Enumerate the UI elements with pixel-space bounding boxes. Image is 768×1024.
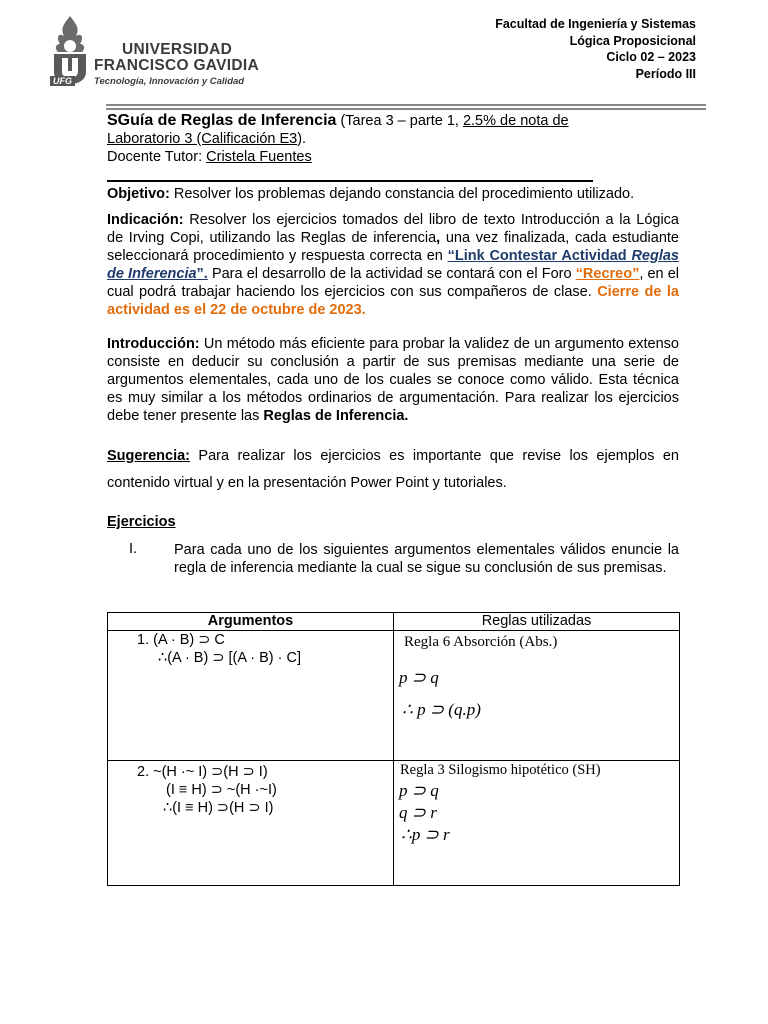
argument-cell: 1. (A · B) ⊃ C ∴(A · B) ⊃ [(A · B) · C] bbox=[108, 631, 394, 761]
cycle: Ciclo 02 – 2023 bbox=[606, 50, 696, 64]
introduccion-paragraph: Introducción: Un método más eficiente para probar la validez de un argumento extenso consiste en deducir su conclusión a partir de sus premisas mediante una serie de argumentos elementales, cada uno de los cuales se conoce como válido. Esta técnica es muy similar a los métodos ordinarios de argumentación. Para realizar los ejercicios debe tener presente las Reglas de Inferencia. bbox=[107, 336, 679, 424]
logo-text: UFG bbox=[50, 76, 75, 86]
tutor-label: Docente Tutor: bbox=[107, 149, 207, 165]
period: Período III bbox=[635, 66, 696, 81]
header-rule-2 bbox=[106, 108, 706, 110]
rule-name: Regla 3 Silogismo hipotético (SH) bbox=[400, 762, 601, 778]
university-tagline: Tecnología, Innovación y Calidad bbox=[94, 76, 245, 87]
objetivo-paragraph: Objetivo: Resolver los problemas dejando constancia del procedimiento utilizado. bbox=[107, 186, 635, 202]
course-name: Lógica Proposicional bbox=[569, 33, 696, 48]
item-number: I. bbox=[129, 541, 138, 557]
title-main: SGuía de Reglas de Inferencia bbox=[107, 112, 337, 129]
col-header-argumentos: Argumentos bbox=[108, 613, 394, 631]
document-title: SGuía de Reglas de Inferencia (Tarea 3 – parte 1, 2.5% de nota de Laboratorio 3 (Calificación E3). Docente Tutor: Cristela Fuentes bbox=[107, 112, 569, 165]
col-header-reglas: Reglas utilizadas bbox=[394, 613, 680, 631]
course-info bbox=[495, 16, 696, 82]
header-rule bbox=[106, 104, 706, 106]
arguments-table bbox=[107, 612, 680, 886]
rule-cell: Regla 6 Absorción (Abs.) p ⊃ q ∴ p ⊃ (q.p) bbox=[394, 631, 680, 761]
indicacion-paragraph: Indicación: Resolver los ejercicios tomados del libro de texto Introducción a la Lógica de Irving Copi, utilizando las Reglas de inferencia, una vez finalizada, cada estudiante seleccionará procedimiento y respuesta correcta en “Link Contestar Actividad Reglas de Inferencia”. Para el desarrollo de la actividad se contará con el Foro “Recreo”, en el cual podrá trabajar haciendo los ejercicios con sus compañeros de clase. Cierre de la actividad es el 22 de octubre de 2023. bbox=[107, 212, 680, 318]
sugerencia-paragraph: Sugerencia: Para realizar los ejercicios es importante que revise los ejemplos en contenido virtual y en la presentación Power Point y tutoriales. bbox=[107, 448, 679, 491]
university-name-line1: UNIVERSIDAD bbox=[122, 41, 233, 58]
title-rule bbox=[107, 180, 593, 182]
table-row bbox=[108, 631, 680, 761]
faculty-name: Facultad de Ingeniería y Sistemas bbox=[495, 17, 696, 31]
argument-cell: 2. ~(H ·~ I) ⊃(H ⊃ I) (I ≡ H) ⊃ ~(H ·~I) ∴(I ≡ H) ⊃(H ⊃ I) bbox=[108, 761, 394, 886]
tutor-name: Cristela Fuentes bbox=[206, 149, 312, 165]
ejercicios-heading: Ejercicios bbox=[107, 514, 176, 530]
deadline-text: Cierre de la actividad es el 22 de octubre de 2023. bbox=[107, 284, 679, 318]
foro-recreo-link[interactable]: “Recreo” bbox=[575, 266, 640, 282]
link-contestar-actividad[interactable]: “Link Contestar Actividad Reglas de Inferencia”. bbox=[107, 248, 679, 282]
item-instruction: Para cada uno de los siguientes argumentos elementales válidos enuncie la regla de inferencia mediante la cual se sigue su conclusión de sus premisas. bbox=[174, 542, 679, 576]
table-row bbox=[108, 761, 680, 886]
university-logo bbox=[50, 14, 90, 90]
university-name-line2: FRANCISCO GAVIDIA bbox=[94, 57, 259, 74]
rule-name: Regla 6 Absorción (Abs.) bbox=[404, 634, 558, 650]
rule-cell: Regla 3 Silogismo hipotético (SH) p ⊃ q q ⊃ r ∴p ⊃ r bbox=[394, 761, 680, 886]
